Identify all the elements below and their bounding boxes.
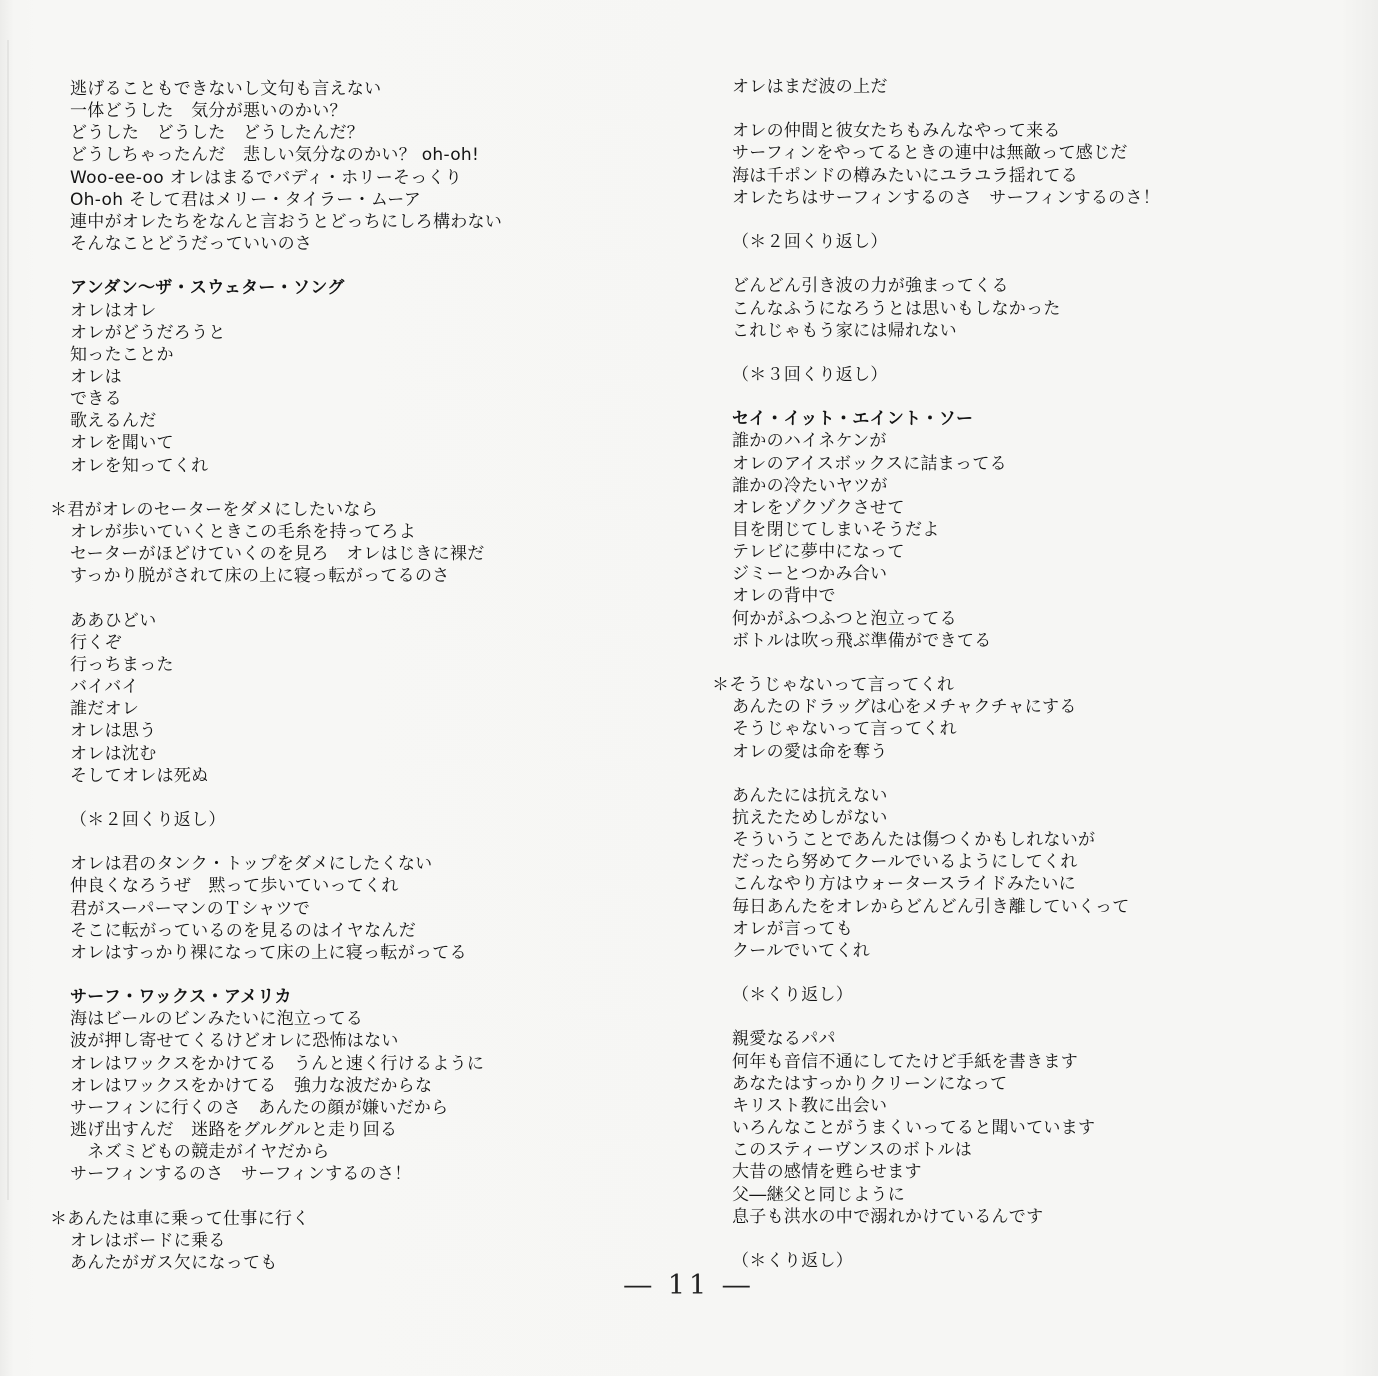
blank-line: [712, 652, 732, 674]
lyric-line: オレの愛は命を奪う: [732, 741, 888, 762]
blank-line: [50, 477, 70, 499]
blank-line: [712, 342, 732, 364]
lyric-line: サーフィンに行くのさ あんたの顔が嫌いだから: [70, 1097, 449, 1118]
lyric-line: こんなやり方はウォータースライドみたいに: [732, 874, 1076, 895]
blank-line: [712, 1006, 732, 1028]
lyric-line: テレビに夢中になって: [732, 542, 905, 563]
lyric-line: 抗えたためしがない: [732, 807, 888, 828]
page-fold-edge: [7, 40, 9, 1200]
lyric-line: セーターがほどけていくのを見ろ オレはじきに裸だ: [70, 544, 485, 565]
lyric-line: そうじゃないって言ってくれ: [732, 719, 957, 740]
lyric-line: ＊君がオレのセーターをダメにしたいなら: [50, 499, 379, 520]
lyric-line: 誰だオレ: [70, 699, 140, 720]
lyric-line: クールでいてくれ: [732, 940, 871, 961]
lyric-line: どうしちゃったんだ 悲しい気分なのかい？ oh-oh!: [70, 145, 480, 166]
lyric-line: サーフィンをやってるときの連中は無敵って感じだ: [732, 143, 1128, 164]
lyric-line: そういうことであんたは傷つくかもしれないが: [732, 830, 1096, 851]
lyric-line: 親愛なるパパ: [732, 1029, 836, 1050]
lyric-line: 知ったことか: [70, 344, 174, 365]
lyric-line: ボトルは吹っ飛ぶ準備ができてる: [732, 630, 992, 651]
lyric-line: 連中がオレたちをなんと言おうとどっちにしろ構わない: [70, 211, 503, 232]
lyric-line: オレの仲間と彼女たちもみんなやって来る: [732, 121, 1061, 142]
lyric-line: オレはボードに乗る: [70, 1230, 226, 1251]
lyric-line: 息子も洪水の中で溺れかけているんです: [732, 1206, 1044, 1227]
lyric-line: 海はビールのビンみたいに泡立ってる: [70, 1009, 364, 1030]
lyric-line: こんなふうになろうとは思いもしなかった: [732, 298, 1061, 319]
blank-line: [50, 1186, 70, 1208]
lyric-line: オレはワックスをかけてる 強力な波だからな: [70, 1075, 433, 1096]
lyric-line: 何かがふつふつと泡立ってる: [732, 608, 957, 629]
lyric-line: どんどん引き波の力が強まってくる: [732, 276, 1009, 297]
lyric-line: 誰かの冷たいヤツが: [732, 475, 888, 496]
lyric-line: あなたはすっかりクリーンになって: [732, 1073, 1008, 1094]
lyric-line: すっかり脱がされて床の上に寝っ転がってるのさ: [70, 566, 450, 587]
lyric-line: （＊３回くり返し）: [732, 364, 888, 385]
lyric-line: 毎日あんたをオレからどんどん引き離していくって: [732, 896, 1130, 917]
lyric-line: 父―継父と同じように: [732, 1184, 905, 1205]
lyric-line: 大昔の感情を甦らせます: [732, 1162, 922, 1183]
lyric-line: オレがどうだろうと: [70, 322, 226, 343]
lyric-line: あんたがガス欠になっても: [70, 1252, 278, 1273]
lyric-line: 波が押し寄せてくるけどオレに恐怖はない: [70, 1031, 399, 1052]
lyric-line: オレはワックスをかけてる うんと速く行けるように: [70, 1053, 485, 1074]
lyric-line: 何年も音信不通にしてたけど手紙を書きます: [732, 1051, 1078, 1072]
lyric-line: 海は千ポンドの樽みたいにユラユラ揺れてる: [732, 165, 1078, 186]
lyric-line: どうした どうした どうしたんだ？: [70, 123, 365, 144]
lyric-line: ＊あんたは車に乗って仕事に行く: [50, 1208, 310, 1229]
lyric-line: あんたのドラッグは心をメチャクチャにする: [732, 697, 1077, 718]
lyric-line: だったら努めてクールでいるようにしてくれ: [732, 852, 1078, 873]
lyric-line: ネズミどもの競走がイヤだから: [70, 1142, 330, 1163]
lyric-line: オレは: [70, 366, 122, 387]
blank-line: [712, 962, 732, 984]
lyric-line: バイバイ: [70, 677, 139, 698]
lyric-line: サーフィンするのさ サーフィンするのさ！: [70, 1164, 412, 1185]
lyric-line: 目を閉じてしまいそうだよ: [732, 520, 940, 540]
lyric-line: オレを知ってくれ: [70, 455, 209, 476]
blank-line: [50, 255, 70, 277]
lyric-line: オレはすっかり裸になって床の上に寝っ転がってる: [70, 942, 467, 963]
lyric-line: オレたちはサーフィンするのさ サーフィンするのさ！: [732, 187, 1161, 208]
blank-line: [712, 98, 732, 120]
lyric-line: オレが歩いていくときこの毛糸を持ってろよ: [70, 522, 416, 542]
lyric-line: 君がスーパーマンのＴシャツで: [70, 898, 311, 919]
lyric-line: Oh-oh そして君はメリー・タイラー・ムーア: [70, 189, 422, 210]
song-title: セイ・イット・エイント・ソー: [732, 409, 974, 430]
lyric-line: オレはまだ波の上だ: [732, 77, 888, 97]
lyric-line: オレはオレ: [70, 300, 157, 321]
lyric-line: オレは思う: [70, 721, 157, 742]
lyric-line: 仲良くなろうぜ 黙って歩いていってくれ: [70, 876, 399, 897]
blank-line: [712, 763, 732, 785]
lyric-line: 逃げ出すんだ 迷路をグルグルと走り回る: [70, 1120, 398, 1141]
blank-line: [712, 209, 732, 231]
lyric-line: 誰かのハイネケンが: [732, 431, 887, 452]
blank-line: [50, 587, 70, 609]
lyric-line: そんなことどうだっていいのさ: [70, 234, 313, 255]
lyric-line: オレをゾクゾクさせて: [732, 497, 905, 518]
lyric-line: オレの背中で: [732, 586, 836, 607]
song-title: サーフ・ワックス・アメリカ: [70, 987, 292, 1008]
blank-line: [50, 964, 70, 986]
lyric-line: 行くぞ: [70, 632, 122, 653]
blank-line: [50, 831, 70, 853]
lyric-line: 行っちまった: [70, 654, 174, 675]
lyric-line: ジミーとつかみ合い: [732, 564, 888, 585]
blank-line: [50, 787, 70, 809]
lyric-line: このスティーヴンスのボトルは: [732, 1140, 972, 1161]
lyric-line: （＊２回くり返し）: [732, 232, 888, 253]
lyric-line: 逃げることもできないし文句も言えない: [70, 79, 382, 99]
lyric-line: そしてオレは死ぬ: [70, 765, 209, 786]
lyric-line: これじゃもう家には帰れない: [732, 320, 957, 341]
song-title: アンダン～ザ・スウェター・ソング: [70, 278, 345, 299]
lyric-line: ああひどい: [70, 610, 157, 631]
lyric-line: できる: [70, 389, 122, 410]
lyric-line: （＊２回くり返し）: [70, 809, 226, 830]
lyric-line: オレは君のタンク・トップをダメにしたくない: [70, 854, 433, 875]
blank-line: [712, 386, 732, 408]
lyric-line: キリスト教に出会い: [732, 1095, 888, 1116]
lyric-line: Woo-ee-oo オレはまるでバディ・ホリーそっくり: [70, 167, 463, 188]
lyric-line: オレは沈む: [70, 743, 157, 764]
blank-line: [712, 253, 732, 275]
lyric-line: （＊くり返し）: [732, 1250, 854, 1271]
lyric-line: 一体どうした 気分が悪いのかい？: [70, 101, 347, 122]
lyric-line: いろんなことがうまくいってると聞いています: [732, 1118, 1096, 1139]
page-number: ― 11 ―: [624, 1270, 754, 1301]
blank-line: [712, 1228, 732, 1250]
lyric-line: そこに転がっているのを見るのはイヤなんだ: [70, 920, 416, 941]
lyric-line: オレを聞いて: [70, 433, 174, 454]
lyric-line: オレが言っても: [732, 918, 854, 939]
lyric-line: ＊そうじゃないって言ってくれ: [712, 675, 955, 696]
lyric-line: あんたには抗えない: [732, 785, 888, 806]
lyric-line: 歌えるんだ: [70, 411, 157, 432]
lyric-line: オレのアイスボックスに詰まってる: [732, 453, 1007, 474]
lyric-line: （＊くり返し）: [732, 985, 854, 1006]
